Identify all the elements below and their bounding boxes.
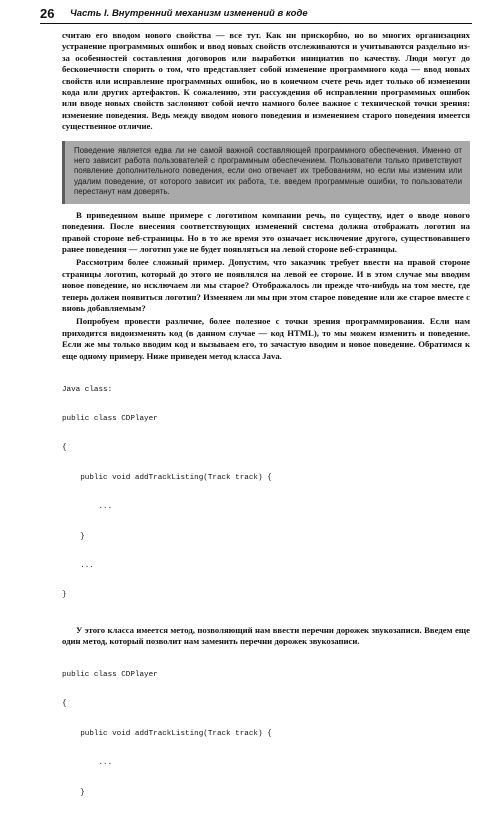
- code-line: }: [62, 591, 67, 600]
- code-line: Java class:: [62, 385, 113, 394]
- header-rule: [40, 23, 472, 24]
- code-line: public class CDPlayer: [62, 671, 158, 680]
- code-block-2: [62, 652, 470, 819]
- paragraph-complex-example: Рассмотрим более сложный пример. Допустим, что заказчик требует ввести на правой стороне страницы логотип, который до этого не появлялся на левой ее стороне. И в этом случае мы вводим новое поведение, но исключаем ли мы старое? Отображалось ли прежде что-нибудь на том месте, где теперь должен появиться логотип? Изменяем ли мы при этом старое поведение или же старое вместе с вновь добавляемым?: [62, 257, 470, 313]
- callout-box: Поведение является едва ли не самой важной составляющей программного обеспечения. Именно от него зависит работа пользователей с программным обеспечением. Пользователи только приветствуют появление дополнительного поведения, если оно отвечает их требованиям, но если мы изменим или удалим поведение, от которого зависит их работа, т.е. введем программные ошибки, то пользователи перестанут нам доверять.: [62, 141, 470, 204]
- paragraph-after-code: У этого класса имеется метод, позволяющий нам ввести перечни дорожек звукозаписи. Введем еще один метод, который позволит нам заменить перечни дорожек звукозаписи.: [62, 624, 470, 647]
- page-header: [40, 6, 472, 24]
- code-line: ...: [62, 503, 113, 512]
- code-line: public class CDPlayer: [62, 414, 158, 423]
- code-block-1: [62, 366, 470, 621]
- page-body: [62, 30, 470, 822]
- code-line: }: [62, 532, 85, 541]
- paragraph-logo-example: В приведенном выше примере с логотипом компании речь, по существу, идет о вводе нового поведения. После внесения соответствующих изменений система должна отображать логотип на правой стороне веб-страницы. Но в то же время это означает исключение другого, существовавшего ранее поведения — логотип уже не будет появляться на левой стороне веб-страницы.: [62, 209, 470, 254]
- code-line: ...: [62, 759, 113, 768]
- code-line: {: [62, 700, 67, 709]
- page-number: 26: [40, 6, 55, 21]
- code-line: ...: [62, 561, 94, 570]
- code-line: }: [62, 788, 85, 797]
- paragraph-programming-distinction: Попробуем провести различие, более полезное с точки зрения программирования. Если нам приходится видоизменять код (в данном случае — код HTML), то мы можем изменить и поведение. Если же мы только вводим код и вызываем его, то зачастую вводим и новое поведение. Обратимся к еще одному примеру. Ниже приведен метод класса Java.: [62, 316, 470, 361]
- code-line: public void addTrackListing(Track track) {: [62, 729, 272, 738]
- code-line: public void addTrackListing(Track track) {: [62, 473, 272, 482]
- code-line: {: [62, 444, 67, 453]
- running-head: Часть I. Внутренний механизм изменений в коде: [70, 8, 308, 19]
- intro-paragraph: считаю его вводом нового свойства — все тут. Как ни прискорбно, но во многих организациях устранение программных ошибок и ввод новых свойств отслеживаются и учитываются раздельно из-за особенностей составления договоров или выработки инициатив по качеству. Люди могут до бесконечности спорить о том, что представляет собой изменение программного кода — ввод новых свойств или исправление программных ошибок, но в конечном счете речь идет только об изменении кода или других артефактов. К сожалению, эти рассуждения об исправлении программных ошибок или вводе новых свойств заслоняют собой нечто намного более важное с технической точки зрения: изменение поведения. Ведь между вводом нового поведения и изменением старого поведения имеется существенное отличие.: [62, 30, 470, 132]
